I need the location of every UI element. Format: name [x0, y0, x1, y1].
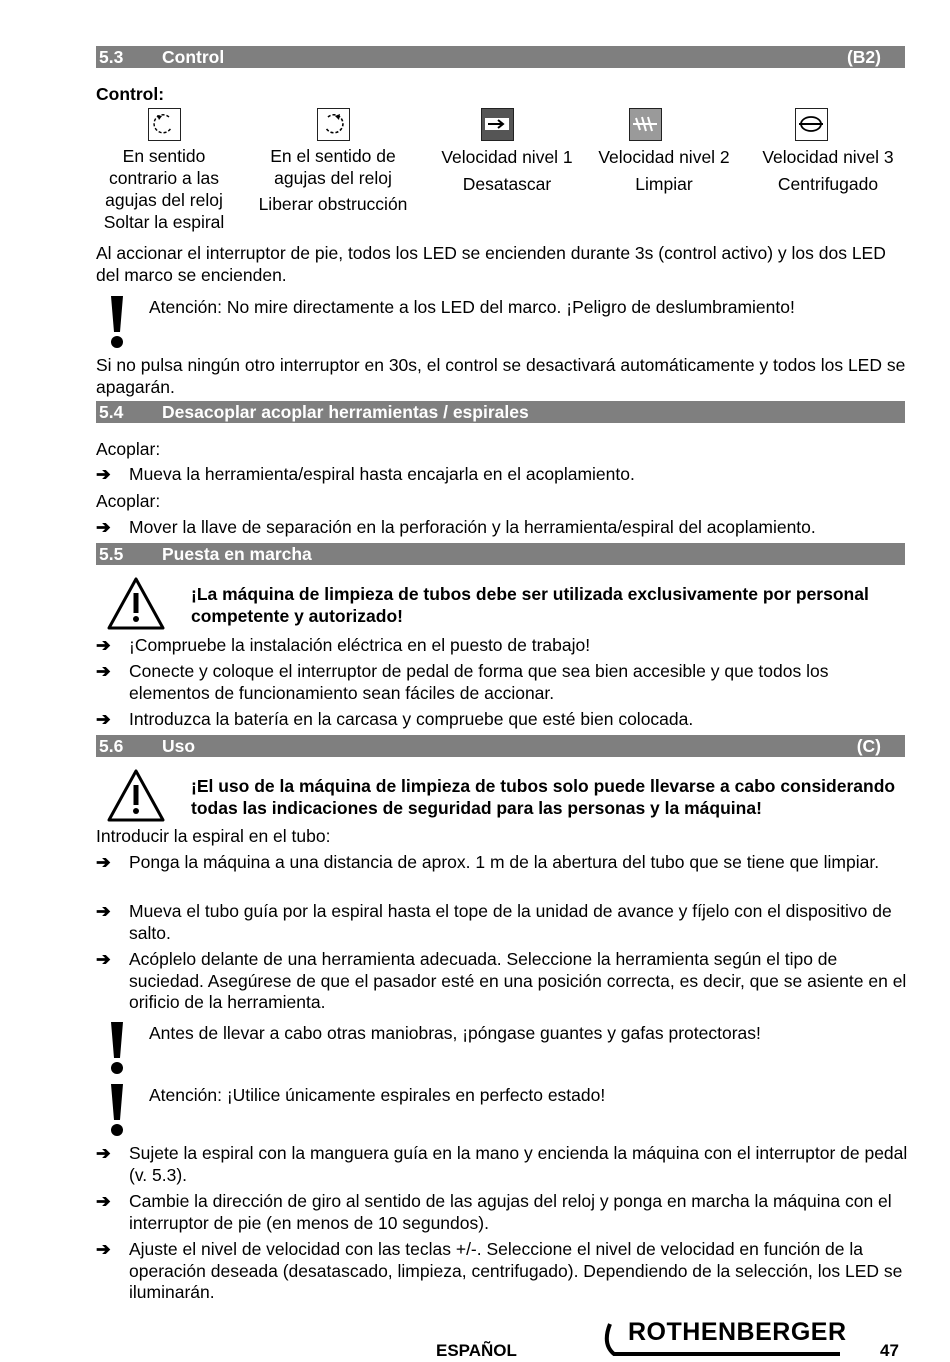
- exclamation-icon: [107, 296, 127, 350]
- exclamation-icon: [107, 1022, 127, 1076]
- control-heading: Control:: [96, 84, 165, 104]
- arrow-bullet-icon: ➔: [96, 1239, 111, 1259]
- arrow-bullet-icon: ➔: [96, 852, 111, 872]
- section-number: 5.3: [99, 47, 124, 67]
- section-number: 5.5: [99, 544, 124, 564]
- section-number: 5.6: [99, 736, 124, 756]
- list-item: ➔ Mover la llave de separación en la perforación y la herramienta/espiral del acoplamiento.: [96, 517, 816, 537]
- section-header-5-4: [96, 401, 905, 423]
- arrow-bullet-icon: ➔: [96, 661, 111, 681]
- arrow-bullet-icon: ➔: [96, 1191, 111, 1211]
- page-number: 47: [880, 1341, 899, 1360]
- section-header-5-5: [96, 543, 905, 565]
- section-header-5-6: [96, 735, 905, 757]
- arrow-bullet-icon: ➔: [96, 635, 111, 655]
- clockwise-rotation-icon: [317, 108, 350, 141]
- control-column-cw: En el sentido de agujas del reloj Liberar obstrucción: [258, 146, 408, 214]
- list-item: ➔ ¡Compruebe la instalación eléctrica en el puesto de trabajo!: [96, 635, 591, 655]
- list-item: ➔ Sujete la espiral con la manguera guía en la mano y encienda la máquina con el interruptor de pedal (v. 5.3).: [96, 1143, 908, 1185]
- control-column-speed-1: Velocidad nivel 1 Desatascar: [441, 147, 573, 194]
- list-item: ➔ Mueva la herramienta/espiral hasta encajarla en el acoplamiento.: [96, 464, 635, 484]
- list-item: ➔ Cambie la dirección de giro al sentido de las agujas del reloj y ponga en marcha la máquina con el interruptor de pie (en menos de 10 segundos).: [96, 1191, 892, 1233]
- arrow-bullet-icon: ➔: [96, 949, 111, 969]
- list-item: ➔ Conecte y coloque el interruptor de pedal de forma que sea bien accesible y que todos los elementos de funcionamiento sean fáciles de accionar.: [96, 661, 829, 703]
- list-item: ➔ Acóplelo delante de una herramienta adecuada. Seleccione la herramienta según el tipo de suciedad. Asegúrese de que el pasador esté en una posición correcta, es decir, que se asiente en el orificio de la herramienta.: [96, 949, 907, 1012]
- exclamation-icon: [107, 1084, 127, 1138]
- arrow-bullet-icon: ➔: [96, 901, 111, 921]
- coupling-label-1: Acoplar:: [96, 439, 161, 459]
- note-protective-gear: Antes de llevar a cabo otras maniobras, ¡póngase guantes y gafas protectoras!: [149, 1023, 761, 1043]
- arrow-bullet-icon: ➔: [96, 1143, 111, 1163]
- control-column-speed-2: Velocidad nivel 2 Limpiar: [598, 147, 730, 194]
- section-title: Desacoplar acoplar herramientas / espirales: [162, 402, 529, 422]
- control-column-speed-3: Velocidad nivel 3 Centrifugado: [762, 147, 894, 194]
- control-paragraph-2: Si no pulsa ningún otro interruptor en 30s, el control se desactivará automáticamente y todos los LED se apagarán.: [96, 355, 906, 397]
- counterclockwise-rotation-icon: [148, 108, 181, 141]
- section-figure-ref: (C): [856, 736, 881, 756]
- speed-level-1-icon: [481, 108, 514, 141]
- speed-level-2-icon: [629, 108, 662, 141]
- footer-language: ESPAÑOL: [436, 1341, 517, 1360]
- brand-logo-text: ROTHENBERGER: [628, 1318, 847, 1346]
- section-header-5-3: [96, 46, 905, 68]
- control-column-ccw: En sentido contrario a las agujas del reloj Soltar la espiral: [103, 146, 225, 232]
- use-intro: Introducir la espiral en el tubo:: [96, 826, 331, 846]
- warning-triangle-icon: [106, 576, 166, 632]
- section-title: Uso: [162, 736, 196, 756]
- startup-warning: ¡La máquina de limpieza de tubos debe ser utilizada exclusivamente por personal competente y autorizado!: [191, 584, 869, 626]
- speed-level-3-icon: [795, 108, 828, 141]
- control-paragraph-1: Al accionar el interruptor de pie, todos los LED se encienden durante 3s (control activo) y los dos LED del marco se encienden.: [96, 243, 886, 285]
- warning-triangle-icon: [106, 768, 166, 824]
- list-item: ➔ Introduzca la batería en la carcasa y compruebe que esté bien colocada.: [96, 709, 694, 729]
- arrow-bullet-icon: ➔: [96, 709, 111, 729]
- coupling-label-2: Acoplar:: [96, 491, 161, 511]
- section-title: Puesta en marcha: [162, 544, 312, 564]
- arrow-bullet-icon: ➔: [96, 464, 111, 484]
- section-figure-ref: (B2): [846, 47, 881, 67]
- note-spirals-condition: Atención: ¡Utilice únicamente espirales en perfecto estado!: [149, 1085, 606, 1105]
- arrow-bullet-icon: ➔: [96, 517, 111, 537]
- section-title: Control: [162, 47, 225, 67]
- section-number: 5.4: [99, 402, 124, 422]
- use-warning: ¡El uso de la máquina de limpieza de tubos solo puede llevarse a cabo considerando todas las indicaciones de seguridad para las personas y la máquina!: [191, 776, 896, 818]
- list-item: ➔ Ponga la máquina a una distancia de aprox. 1 m de la abertura del tubo que se tiene que limpiar.: [96, 852, 880, 872]
- list-item: ➔ Ajuste el nivel de velocidad con las teclas +/-. Seleccione el nivel de velocidad en función de la operación deseada (desatascado, limpieza, centrifugado). Dependiendo de la selección, los LED se iluminarán.: [96, 1239, 903, 1302]
- list-item: ➔ Mueva el tubo guía por la espiral hasta el tope de la unidad de avance y fíjelo con el dispositivo de salto.: [96, 901, 892, 943]
- attention-glare: Atención: No mire directamente a los LED del marco. ¡Peligro de deslumbramiento!: [149, 297, 795, 317]
